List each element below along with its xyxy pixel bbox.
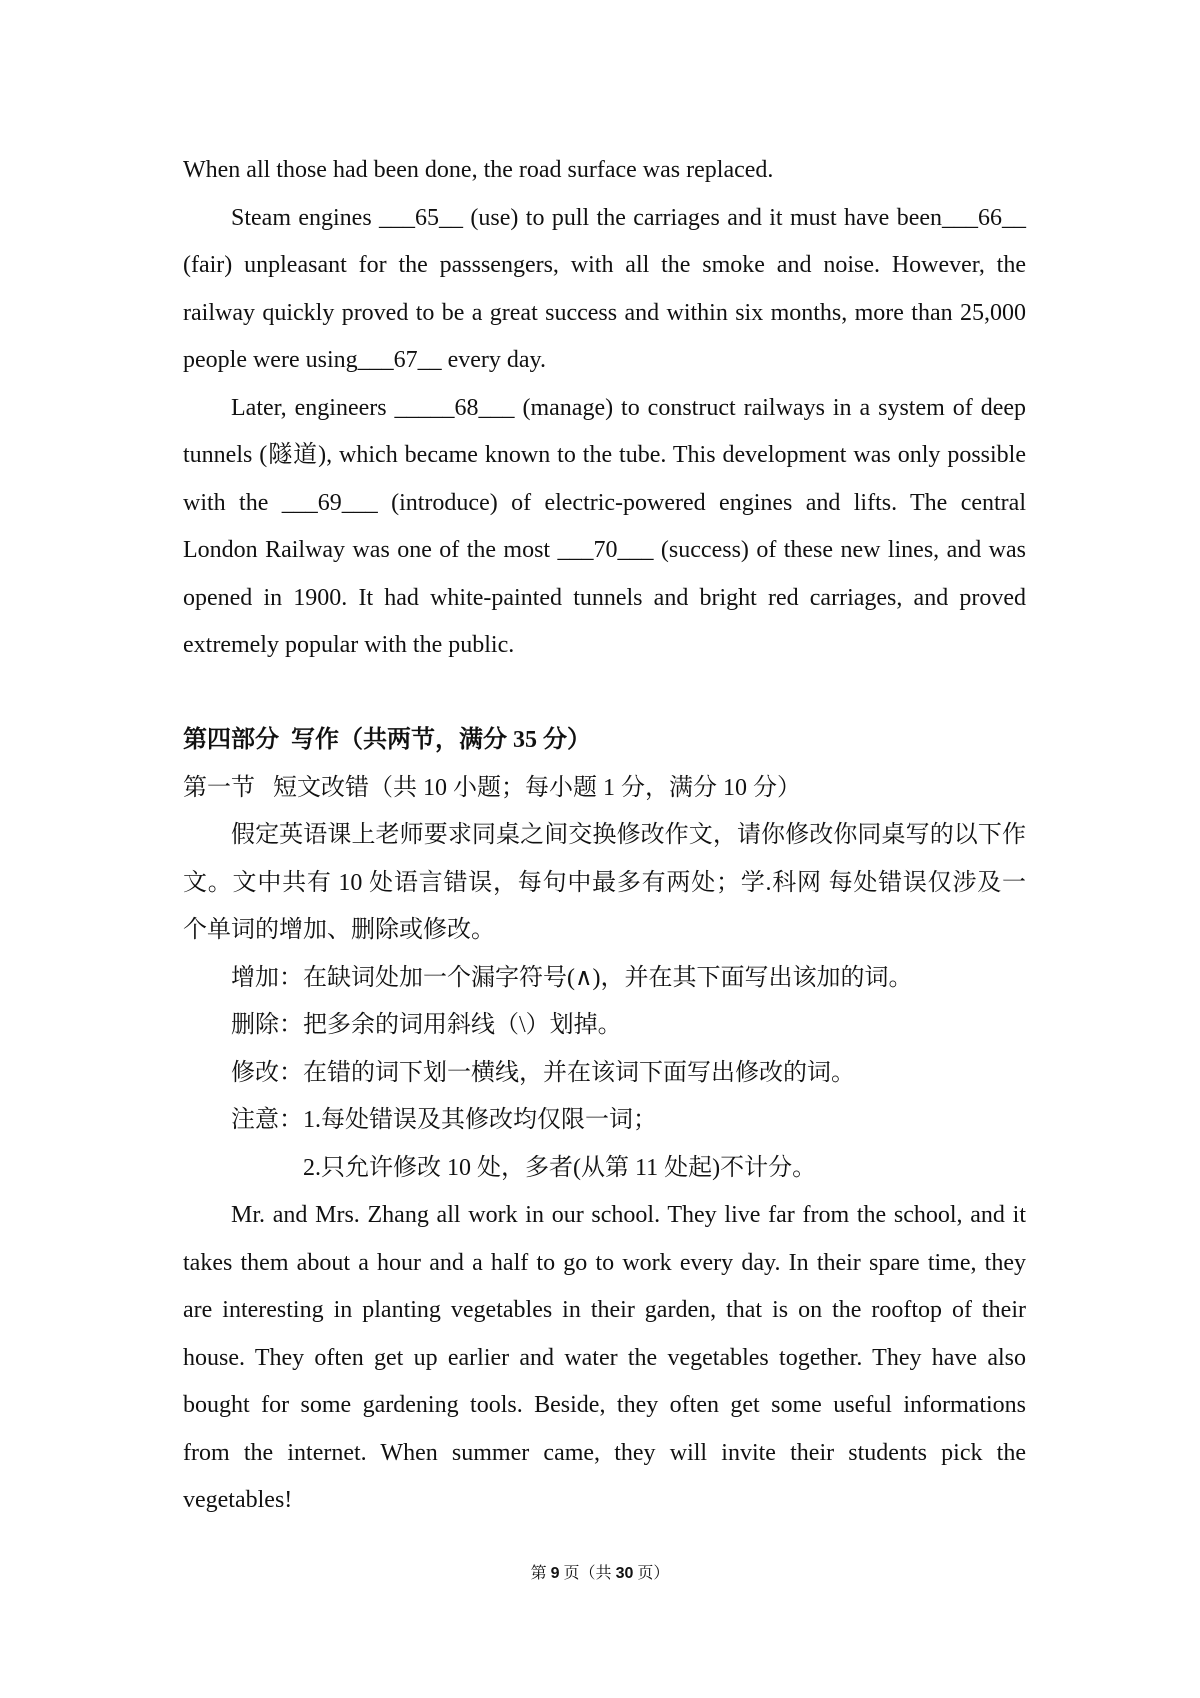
- page-content: [183, 147, 1026, 1525]
- part-title: 第四部分 写作（共两节，满分 35 分）: [183, 727, 591, 753]
- footer-suffix: 页）: [637, 1565, 670, 1582]
- reading-line: (fair) unpleasant for the passsengers, with all the smoke and noise. However, the: [183, 252, 1026, 278]
- instruction-line: 文。文中共有 10 处语言错误，每句中最多有两处；学.科网 每处错误仅涉及一: [183, 869, 1026, 896]
- instruction-line: 个单词的增加、删除或修改。: [183, 917, 495, 943]
- reading-line: Later, engineers _____68___ (manage) to construct railways in a system of deep: [231, 394, 1026, 421]
- reading-line: with the ___69___ (introduce) of electric-powered engines and lifts. The central: [183, 489, 1026, 516]
- reading-line: people were using___67__ every day.: [183, 347, 546, 373]
- footer-prefix: 第: [530, 1565, 547, 1582]
- rule-delete: 删除：把多余的词用斜线（\）划掉。: [231, 1012, 622, 1038]
- note-2: 2.只允许修改 10 处，多者(从第 11 处起)不计分。: [303, 1154, 817, 1181]
- footer-middle: 页（共: [563, 1565, 612, 1582]
- page-number: 9: [550, 1565, 560, 1582]
- note-1: 注意：1.每处错误及其修改均仅限一词；: [231, 1107, 657, 1133]
- reading-line: opened in 1900. It had white-painted tunnels and bright red carriages, and proved: [183, 584, 1026, 611]
- total-pages: 30: [615, 1565, 634, 1582]
- instruction-line: 假定英语课上老师要求同桌之间交换修改作文，请你修改你同桌写的以下作: [231, 822, 1026, 848]
- essay-line: are interesting in planting vegetables in their garden, that is on the rooftop of their: [183, 1297, 1026, 1323]
- essay-line: Mr. and Mrs. Zhang all work in our school. They live far from the school, and it: [231, 1202, 1026, 1228]
- reading-line: tunnels (隧道), which became known to the tube. This development was only possible: [183, 442, 1026, 468]
- essay-line: bought for some gardening tools. Beside, they often get some useful informations: [183, 1392, 1026, 1418]
- rule-modify: 修改：在错的词下划一横线，并在该词下面写出修改的词。: [231, 1059, 855, 1086]
- rule-add: 增加：在缺词处加一个漏字符号(∧)，并在其下面写出该加的词。: [231, 964, 913, 991]
- essay-line: vegetables!: [183, 1487, 293, 1513]
- essay-line: takes them about a hour and a half to go to work every day. In their spare time, they: [183, 1249, 1026, 1276]
- reading-line: London Railway was one of the most ___70___ (success) of these new lines, and was: [183, 537, 1026, 563]
- reading-line: Steam engines ___65__ (use) to pull the carriages and it must have been___66__: [231, 204, 1026, 231]
- essay-line: from the internet. When summer came, they will invite their students pick the: [183, 1439, 1026, 1466]
- section-title: 第一节 短文改错（共 10 小题；每小题 1 分，满分 10 分）: [183, 774, 801, 801]
- reading-line: railway quickly proved to be a great success and within six months, more than 25,000: [183, 299, 1026, 326]
- essay-line: house. They often get up earlier and water the vegetables together. They have also: [183, 1344, 1026, 1371]
- reading-line: extremely popular with the public.: [183, 632, 515, 658]
- page-footer: [0, 1562, 1200, 1586]
- section-gap: [183, 670, 1026, 718]
- reading-line: When all those had been done, the road surface was replaced.: [183, 157, 774, 183]
